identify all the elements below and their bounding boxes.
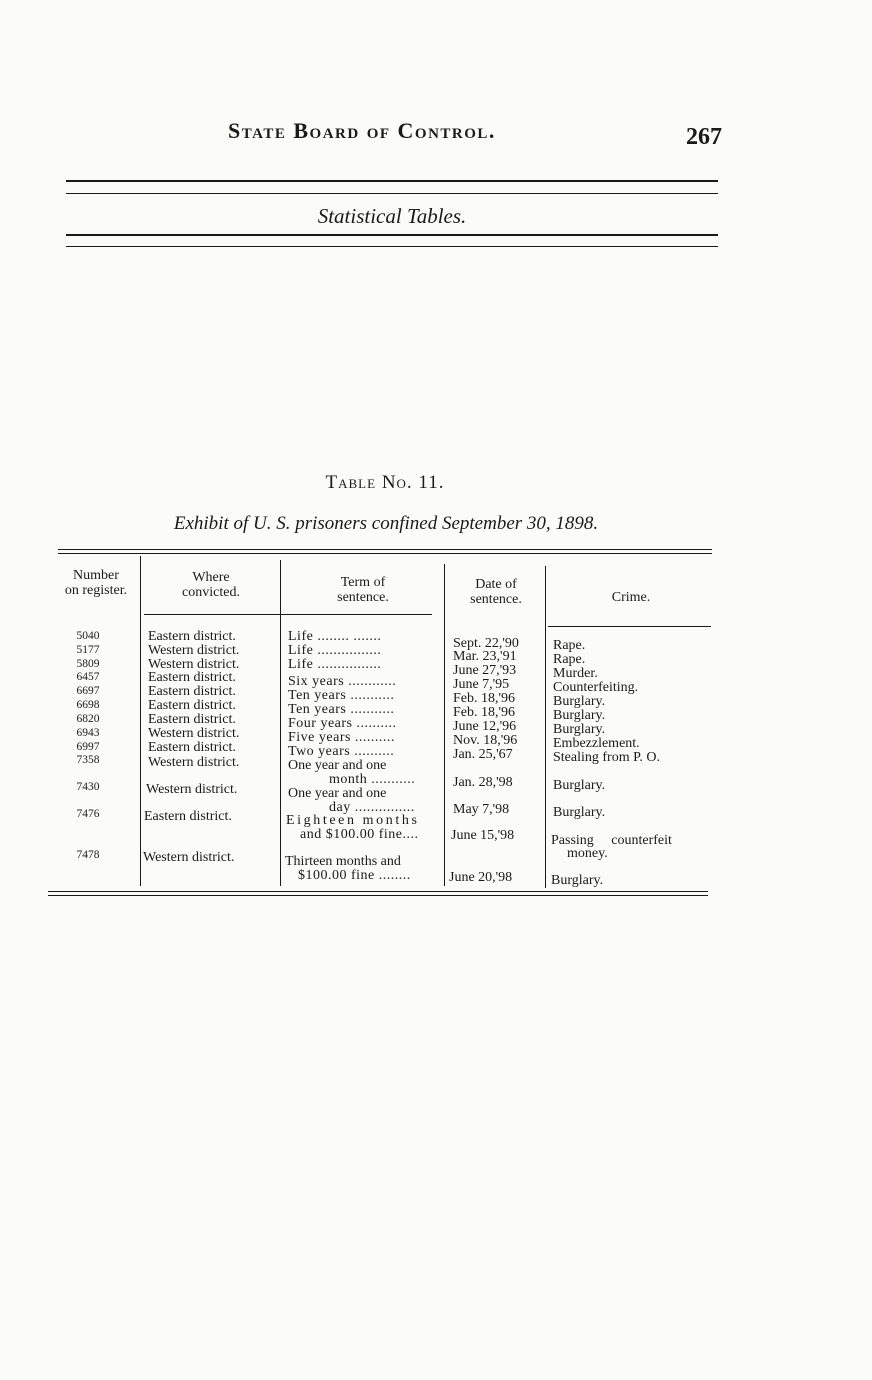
- crime: Counterfeiting.: [553, 680, 639, 695]
- register-number: 7358: [76, 754, 100, 766]
- table-rule-bottom-2: [48, 895, 708, 896]
- date: Jan. 28,'98: [453, 775, 513, 790]
- column-divider-3: [444, 564, 445, 886]
- date: June 15,'98: [451, 828, 515, 843]
- header-rule-bottom: [66, 234, 718, 236]
- table-rule-top: [58, 549, 712, 550]
- where-convicted: Eastern district.: [144, 809, 232, 824]
- date: Jan. 25,'67: [453, 747, 513, 762]
- term-line: One year and one: [288, 786, 387, 801]
- date: Nov. 18,'96: [453, 733, 518, 748]
- term: Ten years ...........: [288, 702, 395, 717]
- crime-header-underline: [548, 626, 711, 627]
- term-line: and $100.00 fine....: [300, 827, 419, 842]
- crime: Murder.: [553, 666, 598, 681]
- column-header-line: Number: [73, 568, 119, 583]
- crime: Burglary.: [553, 708, 606, 723]
- term-line: One year and one: [288, 758, 387, 773]
- header-rule-top: [66, 180, 718, 182]
- term: Four years ..........: [288, 716, 397, 731]
- where-convicted: Western district.: [148, 726, 240, 741]
- column-header-line: sentence.: [337, 590, 389, 605]
- date: Mar. 23,'91: [453, 649, 517, 664]
- term-line: Eighteen months: [286, 813, 420, 828]
- column-header-date: [446, 577, 546, 607]
- term: Six years ............: [288, 674, 397, 689]
- where-convicted: Eastern district.: [148, 629, 236, 644]
- register-number: 6698: [76, 699, 100, 711]
- date: May 7,'98: [453, 802, 510, 817]
- term: Two years ..........: [288, 744, 395, 759]
- term: Life ................: [288, 643, 382, 658]
- where-convicted: Western district.: [143, 850, 235, 865]
- table-rule-top-2: [58, 553, 712, 554]
- running-title: State Board of Control.: [228, 118, 496, 143]
- column-header-where: [142, 570, 280, 600]
- where-convicted: Western district.: [148, 657, 240, 672]
- term: Life ................: [288, 657, 382, 672]
- where-convicted: Eastern district.: [148, 740, 236, 755]
- crime: Rape.: [553, 652, 586, 667]
- table-caption: Exhibit of U. S. prisoners confined September 30, 1898.: [173, 513, 599, 534]
- crime: Burglary.: [551, 873, 604, 888]
- table-rule-bottom: [48, 891, 708, 892]
- register-number: 6997: [76, 741, 100, 753]
- column-header-number: [50, 568, 142, 598]
- header-rule-bottom-thin: [66, 246, 718, 247]
- column-header-line: Where: [192, 570, 230, 585]
- crime: Burglary.: [553, 694, 606, 709]
- date: Sept. 22,'90: [453, 636, 519, 651]
- column-header-line: sentence.: [470, 592, 522, 607]
- column-divider-1: [140, 556, 141, 886]
- crime: Rape.: [553, 638, 586, 653]
- column-divider-4: [545, 566, 546, 888]
- date: Feb. 18,'96: [453, 691, 516, 706]
- term-line: month ...........: [329, 772, 416, 787]
- column-header-line: convicted.: [182, 585, 240, 600]
- column-header-line: Term of: [340, 575, 386, 590]
- header-rule-top-thin: [66, 193, 718, 194]
- term: Life ........ .......: [288, 629, 382, 644]
- term: Ten years ...........: [288, 688, 395, 703]
- crime: Stealing from P. O.: [553, 750, 660, 765]
- term-line: $100.00 fine ........: [298, 868, 411, 883]
- register-number: 7476: [76, 808, 100, 820]
- register-number: 7478: [76, 849, 100, 861]
- term-line: day ...............: [329, 800, 415, 815]
- register-number: 6820: [76, 713, 100, 725]
- where-convicted: Eastern district.: [148, 712, 236, 727]
- date: June 12,'96: [453, 719, 517, 734]
- term-line: Thirteen months and: [285, 854, 401, 869]
- crime: Embezzlement.: [553, 736, 640, 751]
- register-number: 6943: [76, 727, 100, 739]
- date: Feb. 18,'96: [453, 705, 516, 720]
- where-convicted: Eastern district.: [148, 698, 236, 713]
- register-number: 7430: [76, 781, 100, 793]
- where-convicted: Eastern district.: [148, 684, 236, 699]
- date: June 27,'93: [453, 663, 517, 678]
- column-header-term: [282, 575, 444, 605]
- crime-line: Passing counterfeit: [551, 833, 672, 848]
- where-convicted: Western district.: [148, 755, 240, 770]
- column-header-line: Date of: [475, 577, 517, 592]
- crime: Burglary.: [553, 805, 606, 820]
- register-number: 5809: [76, 658, 100, 670]
- column-header-crime: Crime.: [611, 590, 651, 605]
- register-number: 5040: [76, 630, 100, 642]
- term: Five years ..........: [288, 730, 395, 745]
- where-convicted: Western district.: [146, 782, 238, 797]
- date: June 20,'98: [449, 870, 513, 885]
- crime: Burglary.: [553, 722, 606, 737]
- column-header-line: on register.: [64, 583, 128, 598]
- page-number: 267: [686, 124, 722, 150]
- header-underline: [144, 614, 432, 615]
- column-divider-2: [280, 560, 281, 886]
- where-convicted: Western district.: [148, 643, 240, 658]
- table-title: Table No. 11.: [325, 472, 445, 493]
- crime: Burglary.: [553, 778, 606, 793]
- where-convicted: Eastern district.: [148, 670, 236, 685]
- register-number: 5177: [76, 644, 100, 656]
- register-number: 6457: [76, 671, 100, 683]
- crime-line: money.: [567, 846, 608, 861]
- register-number: 6697: [76, 685, 100, 697]
- section-title: Statistical Tables.: [317, 204, 467, 228]
- date: June 7,'95: [453, 677, 510, 692]
